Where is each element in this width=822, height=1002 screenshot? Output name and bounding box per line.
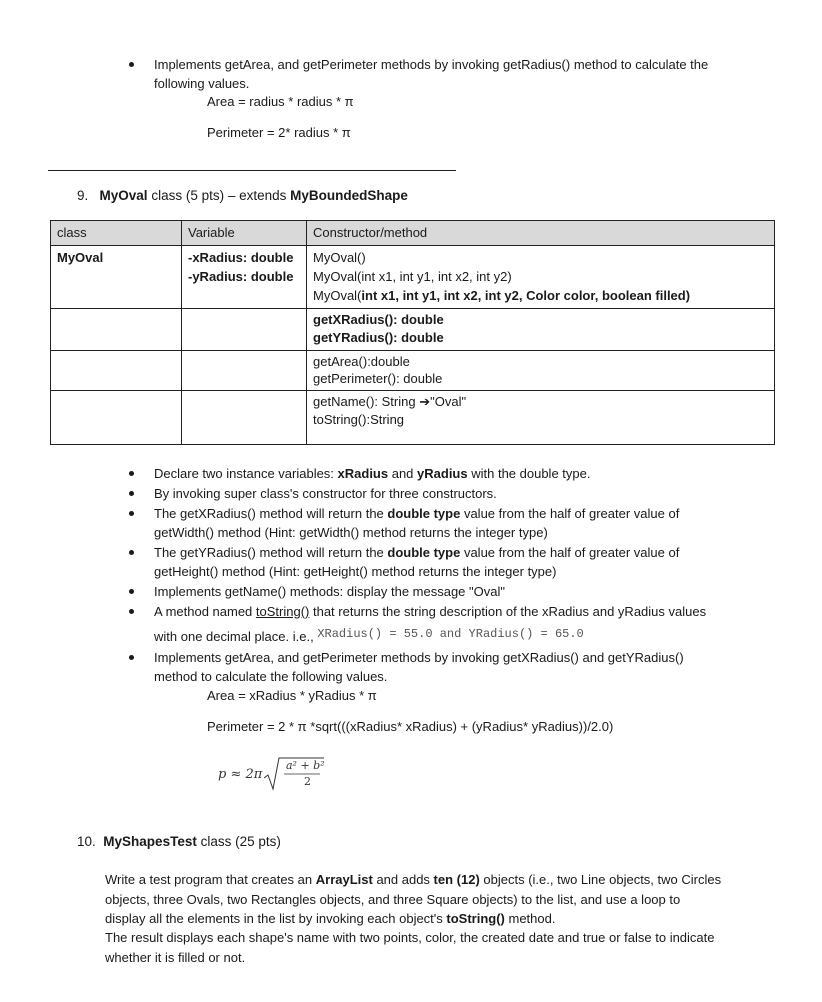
section9-class-name: MyOval [99,188,148,203]
bullet-dot [129,609,134,614]
header-class: class [51,221,182,246]
class-name: MyOval [57,250,104,265]
cell-empty [182,391,307,445]
text: objects (i.e., two Line objects, two Circles [479,872,722,887]
bullet-tostring [154,603,706,620]
bullet-tostring-line2 [154,628,584,647]
section-divider [48,170,456,171]
xradius-term: xRadius [337,466,389,481]
bullet-dot [129,62,134,67]
cell-empty [51,351,182,391]
header-variable: Variable [182,221,307,246]
text: with one decimal place. i.e., [154,629,318,644]
section10-para-line4: The result displays each shape's name with two points, color, the created date and true or false to indicate [105,930,715,945]
bullet-dot [129,491,134,496]
bullet-getxradius [154,505,679,522]
text: The getYRadius() method will return the [154,545,388,560]
perimeter-math-formula [218,756,328,792]
bullet-dot [129,550,134,555]
top-area-formula: Area = radius * radius * π [207,94,354,109]
method-getname: getName(): String [313,394,420,409]
header-constructor-method: Constructor/method [307,221,775,246]
method-getarea: getArea():double [313,354,410,369]
bullet-dot [129,471,134,476]
cell-radius-getters [307,309,775,351]
table-row [51,309,775,351]
ctor-full-prefix: MyOval( [313,288,362,303]
table-row [51,246,775,309]
oval-string: "Oval" [430,394,467,409]
arraylist-term: ArrayList [315,872,373,887]
text: with the double type. [467,466,591,481]
section10-para-line1 [105,871,721,888]
table-row [51,391,775,445]
method-getperimeter: getPerimeter(): double [313,371,443,386]
text: The getXRadius() method will return the [154,506,388,521]
section10-para-line2: objects, three Ovals, two Rectangles objects, and three Square objects) to the list, and use a loop to [105,892,681,907]
section9-number: 9. [77,188,89,203]
myoval-spec-table [50,220,775,445]
ctor-four-args: MyOval(int x1, int y1, int x2, int y2) [313,269,512,284]
cell-name-tostring [307,391,775,445]
var-xradius: -xRadius: double [188,250,294,265]
tostring-term: toString() [255,604,310,619]
cell-area-perimeter [307,351,775,391]
text: value from the half of greater value of [460,506,680,521]
method-getxradius: getXRadius(): double [313,312,444,327]
arrow-right-icon: ➔ [419,394,431,409]
bullet-getyradius [154,544,679,561]
top-bullet-line2: following values. [154,76,250,91]
text: Write a test program that creates an [105,872,316,887]
ctor-full-args: int x1, int y1, int x2, int y2, Color color, boolean filled) [361,288,691,303]
count-term: ten (12) [433,872,480,887]
tostring-term: toString() [446,911,505,926]
cell-class [51,246,182,309]
oval-area-formula: Area = xRadius * yRadius * π [207,688,377,703]
cell-empty [51,391,182,445]
table-row [51,351,775,391]
section9-parent: MyBoundedShape [290,188,408,203]
section10-number: 10. [77,834,96,849]
bullet-getname: Implements getName() methods: display the message "Oval" [154,584,505,599]
text: method. [504,911,556,926]
formula-numerator: a² + b² [286,759,325,772]
oval-perimeter-formula: Perimeter = 2 * π *sqrt(((xRadius* xRadius) + (yRadius* yRadius))/2.0) [207,719,614,734]
section10-class-name: MyShapesTest [103,834,197,849]
method-tostring: toString():String [313,412,405,427]
text: that returns the string description of the xRadius and yRadius values [309,604,707,619]
section9-heading [77,187,408,204]
cell-empty [182,351,307,391]
method-getyradius: getYRadius(): double [313,330,444,345]
section10-pts: class (25 pts) [196,834,281,849]
bullet-area-perimeter-line2: method to calculate the following values. [154,669,388,684]
bullet-declare-vars [154,465,590,482]
bullet-getxradius-line2: getWidth() method (Hint: getWidth() method returns the integer type) [154,525,548,540]
yradius-term: yRadius [417,466,468,481]
formula-denominator: 2 [304,775,311,788]
section10-para-line5: whether it is filled or not. [105,950,246,965]
top-perimeter-formula: Perimeter = 2* radius * π [207,125,351,140]
section9-pts: class (5 pts) – extends [151,188,287,203]
tostring-example: XRadius() = 55.0 and YRadius() = 65.0 [317,627,584,641]
ctor-default: MyOval() [313,250,366,265]
table-header-row [51,221,775,246]
text: value from the half of greater value of [460,545,680,560]
text: A method named [154,604,256,619]
text: and [388,466,418,481]
double-type-term: double type [387,506,461,521]
bullet-dot [129,511,134,516]
cell-variables [182,246,307,309]
cell-empty [182,309,307,351]
text: display all the elements in the list by invoking each object's [105,911,447,926]
section10-para-line3 [105,910,555,927]
cell-constructors [307,246,775,309]
bullet-dot [129,655,134,660]
double-type-term: double type [387,545,461,560]
var-yradius: -yRadius: double [188,269,294,284]
top-bullet-line1: Implements getArea, and getPerimeter methods by invoking getRadius() method to calculate the [154,57,709,72]
text: Declare two instance variables: [154,466,338,481]
formula-p: p ≈ 2π [218,767,263,782]
cell-empty [51,309,182,351]
bullet-area-perimeter: Implements getArea, and getPerimeter methods by invoking getXRadius() and getYRadius() [154,650,684,665]
bullet-dot [129,589,134,594]
bullet-super-constructor: By invoking super class's constructor for three constructors. [154,486,497,501]
section10-heading [77,833,281,850]
text: and adds [372,872,434,887]
bullet-getyradius-line2: getHeight() method (Hint: getHeight() method returns the integer type) [154,564,557,579]
